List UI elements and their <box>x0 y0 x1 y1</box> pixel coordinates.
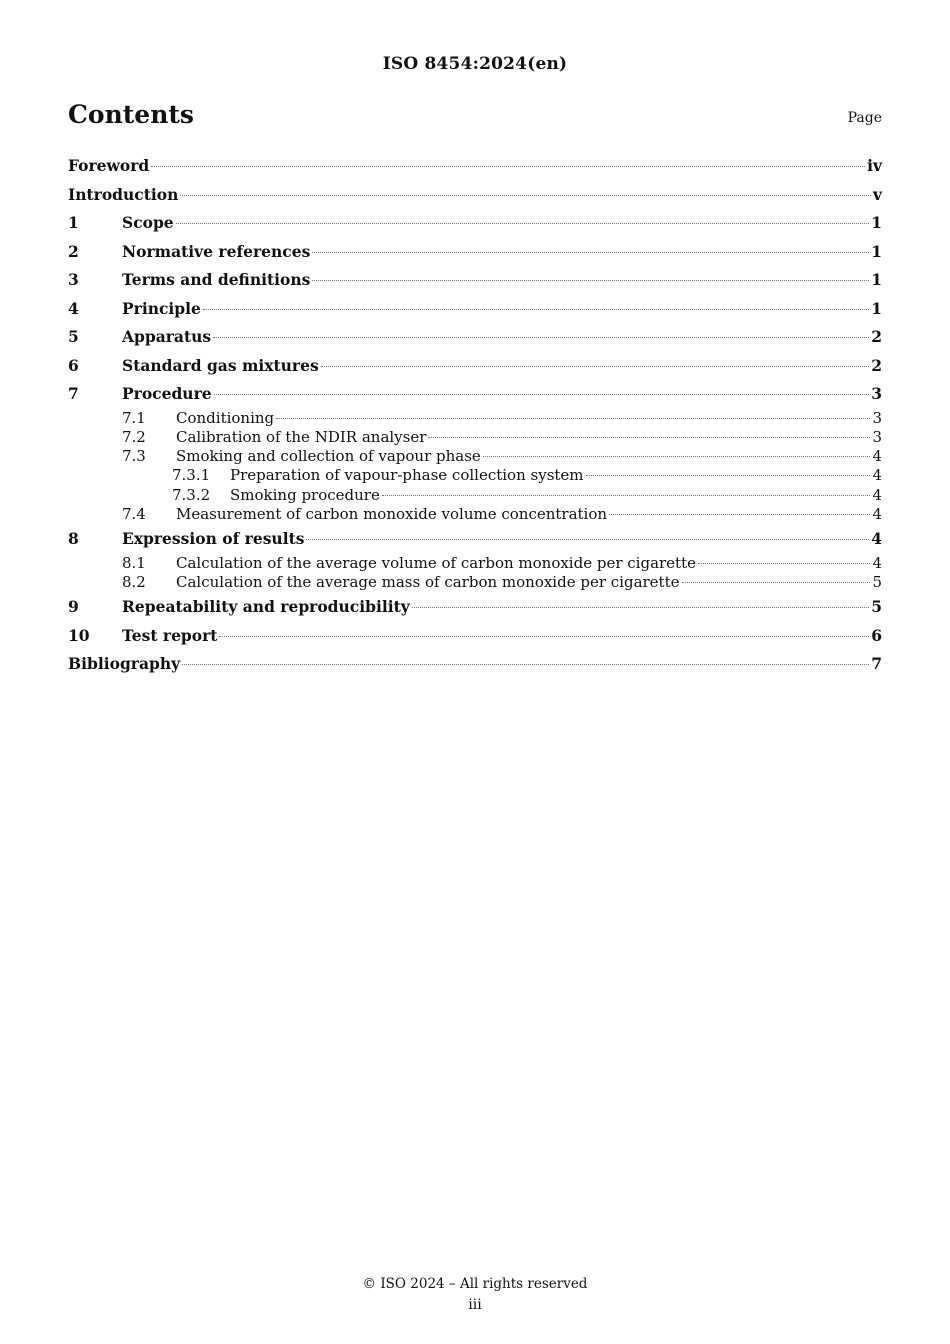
toc-entry[interactable] <box>68 409 882 428</box>
toc-entry-number: 7.3.2 <box>172 485 211 504</box>
dot-leader <box>276 418 870 419</box>
toc-entry[interactable] <box>68 554 882 573</box>
toc-entry-title: Test report <box>122 625 218 645</box>
toc-entry-title: Foreword <box>68 156 150 175</box>
toc-entry-number: 7.2 <box>122 427 146 446</box>
toc-entry-title: Scope <box>122 213 174 232</box>
toc-entry-title: Bibliography <box>68 654 181 674</box>
dot-leader <box>682 582 871 583</box>
toc-entry-number: 4 <box>68 298 79 318</box>
toc-entry-title: Calculation of the average volume of carbon monoxide per cigarette <box>176 553 696 572</box>
dot-leader <box>306 539 869 540</box>
toc-entry-page: 2 <box>871 355 882 375</box>
toc-entry[interactable] <box>68 447 882 466</box>
dot-leader <box>698 563 870 564</box>
toc-entry-title: Preparation of vapour-phase collection system <box>230 466 584 485</box>
toc-entry[interactable] <box>68 209 882 238</box>
document-id-header: ISO 8454:2024(en) <box>382 54 568 74</box>
dot-leader <box>213 337 869 338</box>
toc-entry-number: 8.2 <box>122 573 146 592</box>
dot-leader <box>382 495 871 496</box>
dot-leader <box>219 636 869 637</box>
dot-leader <box>312 252 869 253</box>
dot-leader <box>412 607 869 608</box>
toc-entry-number: 3 <box>68 270 79 289</box>
toc-entry-page: 1 <box>871 270 882 289</box>
toc-entry-number: 7.4 <box>122 504 146 523</box>
toc-entry-title: Conditioning <box>176 408 275 427</box>
toc-entry[interactable] <box>68 466 882 485</box>
toc-entry-page: iv <box>867 156 882 175</box>
toc-entry-page: 1 <box>871 213 882 232</box>
dot-leader <box>321 366 870 367</box>
toc-entry[interactable] <box>68 181 882 210</box>
dot-leader <box>312 280 869 281</box>
dot-leader <box>176 223 870 224</box>
toc-entry-number: 5 <box>68 327 79 346</box>
toc-entry-title: Procedure <box>122 384 212 403</box>
toc-entry-page: 2 <box>871 327 882 346</box>
toc-entry-number: 8.1 <box>122 553 146 572</box>
toc-entry-page: 4 <box>871 529 882 549</box>
toc-entry-title: Measurement of carbon monoxide volume concentration <box>176 504 608 523</box>
dot-leader <box>428 437 870 438</box>
toc-entry-title: Expression of results <box>122 529 305 549</box>
toc-entry[interactable] <box>68 238 882 267</box>
toc-entry-page: 4 <box>872 504 882 523</box>
toc-entry[interactable] <box>68 266 882 295</box>
toc-entry[interactable] <box>68 152 882 181</box>
toc-entry[interactable] <box>68 486 882 505</box>
dot-leader <box>151 166 865 167</box>
toc-entry[interactable] <box>68 352 882 381</box>
dot-leader <box>182 664 869 665</box>
toc-entry-page: 4 <box>872 553 882 572</box>
toc-entry-page: 4 <box>872 447 882 466</box>
toc-entry-title: Apparatus <box>122 327 212 346</box>
toc-entry-page: 7 <box>871 654 882 674</box>
toc-entry-number: 2 <box>68 241 79 261</box>
toc-entry[interactable] <box>68 295 882 324</box>
toc-entry-page: 3 <box>871 384 882 403</box>
toc-entry-page: 5 <box>871 597 882 617</box>
toc-entry-page: 3 <box>872 427 882 446</box>
dot-leader <box>180 195 871 196</box>
toc-entry-page: 3 <box>872 408 882 427</box>
toc-entry-page: v <box>872 184 882 204</box>
toc-entry[interactable] <box>68 525 882 554</box>
page-column-label: Page <box>847 110 882 126</box>
toc-entry-title: Terms and definitions <box>122 270 311 289</box>
toc-entry-number: 8 <box>68 529 79 549</box>
toc-entry-title: Principle <box>122 298 201 318</box>
toc-entry-number: 6 <box>68 355 79 375</box>
toc-entry[interactable] <box>68 505 882 524</box>
toc-entry-title: Smoking procedure <box>230 485 380 504</box>
toc-entry-page: 5 <box>872 573 882 592</box>
toc-entry[interactable] <box>68 428 882 447</box>
copyright-notice: © ISO 2024 – All rights reserved <box>362 1276 588 1292</box>
toc-entry-number: 7.3 <box>122 447 146 466</box>
dot-leader <box>586 475 871 476</box>
toc-entry-number: 10 <box>68 625 90 645</box>
toc-entry-number: 7.3.1 <box>172 466 211 485</box>
toc-entry-number: 7 <box>68 384 79 403</box>
toc-entry-title: Calculation of the average mass of carbon monoxide per cigarette <box>176 573 680 592</box>
toc-entry-page: 4 <box>872 485 882 504</box>
toc-entry[interactable] <box>68 593 882 622</box>
toc-entry-page: 1 <box>871 298 882 318</box>
dot-leader <box>203 309 869 310</box>
toc-entry-title: Standard gas mixtures <box>122 355 319 375</box>
toc-entry-page: 4 <box>872 466 882 485</box>
table-of-contents <box>68 152 882 679</box>
toc-entry-number: 7.1 <box>122 408 146 427</box>
toc-entry[interactable] <box>68 650 882 679</box>
dot-leader <box>609 514 870 515</box>
toc-entry-title: Smoking and collection of vapour phase <box>176 447 481 466</box>
toc-entry-number: 1 <box>68 213 79 232</box>
toc-entry[interactable] <box>68 573 882 592</box>
toc-entry-title: Repeatability and reproducibility <box>122 597 410 617</box>
toc-entry-title: Calibration of the NDIR analyser <box>176 427 427 446</box>
toc-entry[interactable] <box>68 323 882 352</box>
contents-title: Contents <box>68 100 195 129</box>
toc-entry[interactable] <box>68 380 882 409</box>
toc-entry-number: 9 <box>68 597 79 617</box>
toc-entry-page: 1 <box>871 241 882 261</box>
toc-entry-title: Normative references <box>122 241 311 261</box>
dot-leader <box>214 394 870 395</box>
toc-entry-page: 6 <box>871 625 882 645</box>
toc-entry-title: Introduction <box>68 184 179 204</box>
dot-leader <box>483 456 871 457</box>
page-number: iii <box>468 1297 482 1313</box>
toc-entry[interactable] <box>68 622 882 651</box>
